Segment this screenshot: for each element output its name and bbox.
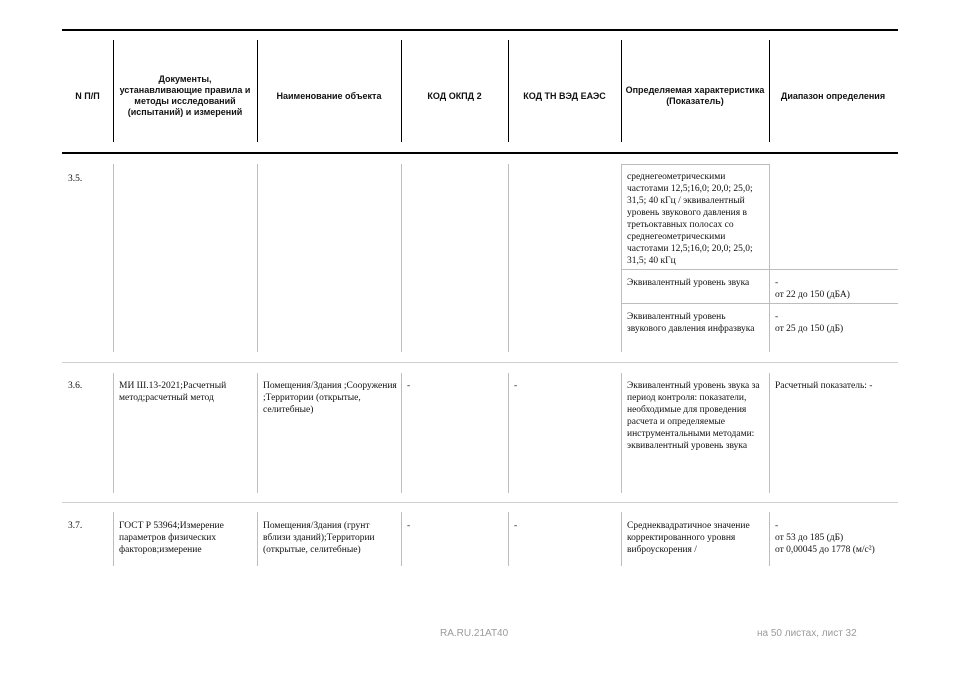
cell-border	[621, 373, 622, 493]
okpd-code: -	[407, 381, 411, 391]
row-separator	[62, 362, 898, 363]
header-tnved: КОД ТН ВЭД ЕАЭС	[523, 90, 606, 101]
cell-border	[621, 303, 898, 304]
header-divider	[769, 40, 770, 142]
cell-border	[401, 512, 402, 566]
cell-border	[508, 164, 509, 352]
document-text: МИ Ш.13-2021;Расчетный метод;расчетный метод	[119, 381, 227, 403]
characteristic-text: Среднеквадратичное значение корректированного уровня виброускорения /	[627, 521, 750, 555]
header-top-rule	[62, 29, 898, 31]
cell-border	[769, 512, 770, 566]
range-text: - от 53 до 185 (дБ) от 0,00045 до 1778 (м/с²)	[775, 521, 875, 555]
document-text: ГОСТ Р 53964;Измерение параметров физических факторов;измерение	[119, 521, 224, 555]
row-separator	[62, 502, 898, 503]
cell-border	[508, 373, 509, 493]
okpd-code: -	[407, 521, 411, 531]
cell-border	[113, 512, 114, 566]
header-divider	[508, 40, 509, 142]
tnved-code: -	[514, 381, 518, 391]
header-range: Диапазон определения	[780, 90, 886, 101]
cell-border	[257, 373, 258, 493]
header-documents: Документы, устанавливающие правила и методы исследований (испытаний) и измерений	[119, 74, 251, 117]
header-divider	[401, 40, 402, 142]
header-divider	[621, 40, 622, 142]
cell-border	[621, 512, 622, 566]
header-number: N П/П	[75, 90, 100, 101]
range-text: - от 22 до 150 (дБА)	[775, 278, 850, 300]
cell-border	[401, 373, 402, 493]
header-bottom-rule	[62, 152, 898, 154]
cell-border	[769, 164, 770, 352]
cell-border	[401, 164, 402, 352]
header-characteristic: Определяемая характеристика (Показатель)	[625, 85, 765, 106]
row-number: 3.7.	[68, 521, 83, 531]
cell-border	[508, 512, 509, 566]
cell-border	[621, 164, 622, 352]
header-divider	[257, 40, 258, 142]
object-text: Помещения/Здания (грунт вблизи зданий);Территории (открытые, селитебные)	[263, 521, 375, 555]
range-text: Расчетный показатель: -	[775, 381, 873, 391]
header-divider	[113, 40, 114, 142]
cell-border	[621, 164, 769, 165]
cell-border	[621, 269, 898, 270]
object-text: Помещения/Здания ;Сооружения ;Территории (открытые, селитебные)	[263, 381, 397, 415]
tnved-code: -	[514, 521, 518, 531]
page-counter: на 50 листах, лист 32	[757, 628, 857, 639]
characteristic-text: Эквивалентный уровень звукового давления инфразвука	[627, 312, 755, 334]
cell-border	[769, 373, 770, 493]
row-number: 3.6.	[68, 381, 83, 391]
cell-border	[113, 164, 114, 352]
cell-border	[113, 373, 114, 493]
header-object: Наименование объекта	[276, 90, 382, 101]
header-okpd: КОД ОКПД 2	[427, 90, 482, 101]
document-id: RA.RU.21AT40	[440, 628, 509, 639]
characteristic-text: Эквивалентный уровень звука за период контроля: показатели, необходимые для проведения расчета и определяемые инструментальными методами: эквивалентный уровень звука	[627, 381, 760, 451]
cell-border	[257, 512, 258, 566]
row-number: 3.5.	[68, 174, 83, 184]
cell-border	[257, 164, 258, 352]
characteristic-text: среднегеометрическими частотами 12,5;16,0; 20,0; 25,0; 31,5; 40 кГц / эквивалентный уровень звукового давления в третьоктавных полосах со среднегеометрическими частотами 12,5;16,0; 20,0; 25,0; 31,5; 40 кГц	[627, 172, 753, 266]
range-text: - от 25 до 150 (дБ)	[775, 312, 844, 334]
characteristic-text: Эквивалентный уровень звука	[627, 278, 750, 288]
